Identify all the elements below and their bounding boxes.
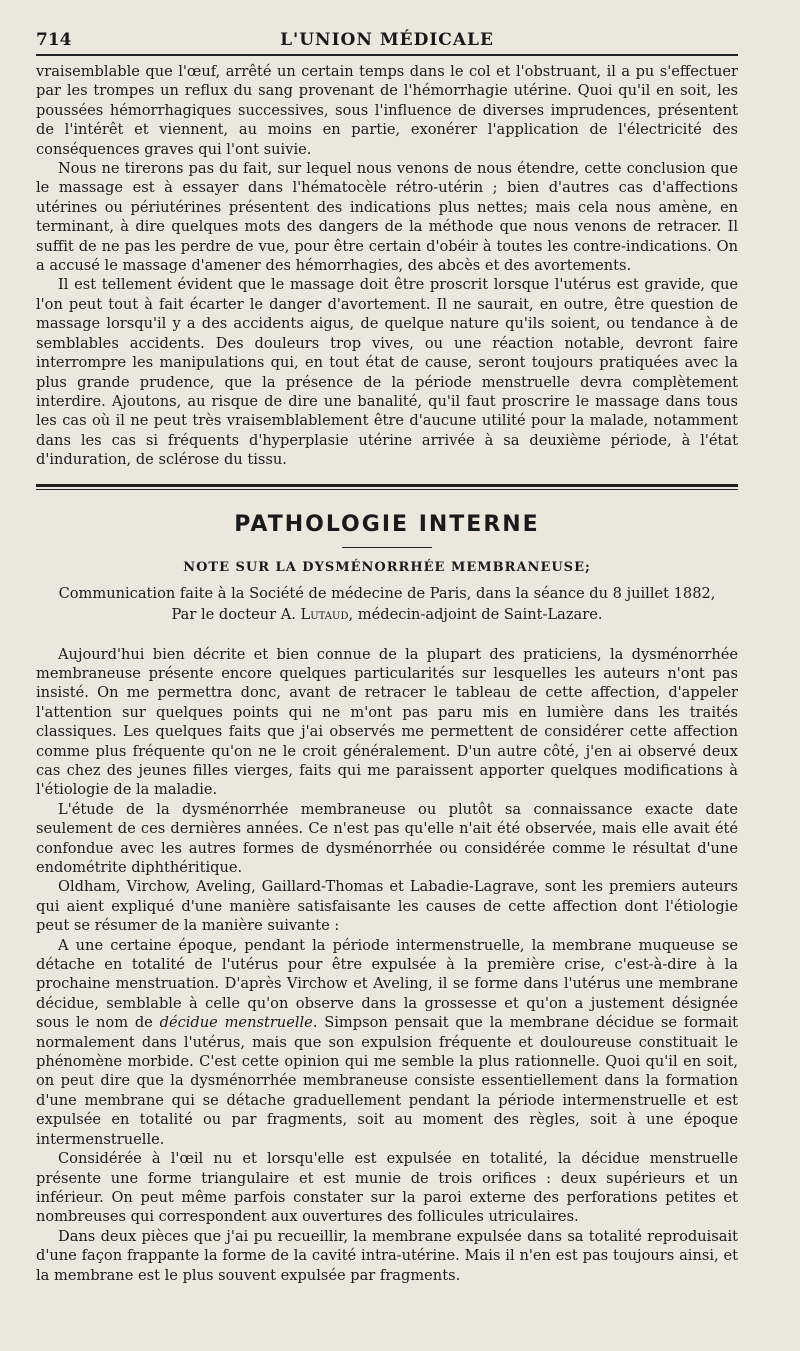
page-number: 714 [36,30,72,50]
previous-article [36,62,738,470]
title-rule [342,547,432,548]
paragraph: Oldham, Virchow, Aveling, Gaillard-Thomas et Labadie-Lagrave, sont les premiers auteurs qui aient expliqué d'une manière satisfaisante les causes de cette affection dont l'étiologie peut se résumer de la manière suivante : [36,878,738,935]
paragraph: Dans deux pièces que j'ai pu recueillir, la membrane expulsée dans sa totalité reproduisait d'une façon frappante la forme de la cavité intra-utérine. Mais il n'en est pas toujours ainsi, et la membrane est le plus souvent expulsée par fragments. [36,1227,738,1284]
section-divider [36,484,738,490]
author-line [36,606,738,623]
author-suffix: , médecin-adjoint de Saint-Lazare. [348,605,603,623]
article-body [36,645,738,1285]
paragraph: L'étude de la dysménorrhée membraneuse ou plutôt sa connaissance exacte date seulement de ces dernières années. Ce n'est pas qu'elle n'ait été observée, mais elle avait été confondue avec les autres formes de dysménorrhée ou considérée comme le résultat d'une endométrite diphthéritique. [36,800,738,876]
running-title: L'UNION MÉDICALE [280,30,494,50]
text-run: A une certaine époque, pendant la période intermenstruelle, la membrane muqueuse se détache en totalité de l'utérus pour être expulsée à la première crise, c'est-à-dire à la prochaine menstruation. D'après Virchow et Aveling, il se forme dans l'utérus une membrane décidue, semblable à celle qu'on observe dans la grossesse et qu'on a justement désignée sous le nom de [36,936,738,1032]
author-name: Lutaud [300,605,349,623]
paragraph: Aujourd'hui bien décrite et bien connue de la plupart des praticiens, la dysménorrhée membraneuse présente encore quelques particularités sur lesquelles les auteurs n'ont pas insisté. On me permettra donc, avant de retracer le tableau de cette affection, d'appeler l'attention sur quelques points qui ne m'ont pas paru mis en lumière dans les traités classiques. Les quelques faits que j'ai observés me permettent de considérer cette affection comme plus fréquente qu'on ne le croit généralement. D'un autre côté, j'en ai observé deux cas chez des jeunes filles vierges, faits qui me paraissent apporter quelques modifications à l'étiologie de la maladie. [36,645,738,799]
text-run: . Simpson pensait que la membrane décidue se formait normalement dans l'utérus, mais que son expulsion fréquente et douloureuse constituait le phénomène morbide. C'est cette opinion qui me semble la plus rationnelle. Quoi qu'il en soit, on peut dire que la dysménorrhée membraneuse consiste essentiellement dans la formation d'une membrane qui se détache graduellement pendant la période intermenstruelle et est expulsée en totalité ou par fragments, soit au moment des règles, soit à une époque intermenstruelle. [36,1014,739,1148]
page-header [36,18,738,56]
paragraph: Il est tellement évident que le massage doit être proscrit lorsque l'utérus est gravide, que l'on peut tout à fait écarter le danger d'avortement. Il ne saurait, en outre, être question de massage lorsqu'il y a des accidents aigus, de quelque nature qu'ils soient, ou tendance à de semblables accidents. Des douleurs trop vives, ou une réaction notable, devront faire interrompre les manipulations qui, en tout état de cause, seront toujours pratiquées avec la plus grande prudence, que la présence de la période menstruelle devra complètement interdire. Ajoutons, au risque de dire une banalité, qu'il faut proscrire le massage dans tous les cas où il ne peut très vraisemblablement être d'aucune utilité pour la malade, notamment dans les cas si fréquents d'hyperplasie utérine arrivée à sa deuxième période, à l'état d'induration, de sclérose du tissu. [36,276,738,469]
paragraph [36,936,738,1149]
article-title: NOTE SUR LA DYSMÉNORRHÉE MEMBRANEUSE; [183,559,591,575]
paragraph: Considérée à l'œil nu et lorsqu'elle est expulsée en totalité, la décidue menstruelle présente une forme triangulaire et est munie de trois orifices : deux supérieurs et un inférieur. On peut même parfois constater sur la paroi externe des perforations petites et nombreuses qui correspondent aux ouvertures des follicules utriculaires. [36,1150,738,1226]
paragraph: vraisemblable que l'œuf, arrêté un certain temps dans le col et l'obstruant, il a pu s'effectuer par les trompes un reflux du sang provenant de l'hémorrhagie utérine. Quoi qu'il en soit, les poussées hémorrhagiques successives, sous l'influence de diverses imprudences, présentent de l'intérêt et viennent, au moins en partie, exonérer l'application de l'électricité des conséquences graves qui l'ont suivie. [36,63,738,158]
communication-line: Communication faite à la Société de médecine de Paris, dans la séance du 8 juillet 1882, [58,584,716,602]
section-title: PATHOLOGIE INTERNE [234,511,540,537]
paragraph: Nous ne tirerons pas du fait, sur lequel nous venons de nous étendre, cette conclusion que le massage est à essayer dans l'hématocèle rétro-utérin ; bien d'autres cas d'affections utérines ou périutérines présentent des indications plus nettes; mais cela nous amène, en terminant, à dire quelques mots des dangers de la méthode que nous venons de retracer. Il suffit de ne pas les perdre de vue, pour être certain d'obéir à toutes les contre-indications. On a accusé le massage d'amener des hémorrhagies, des abcès et des avortements. [36,160,738,275]
italic-term: décidue menstruelle [159,1014,313,1032]
author-prefix: Par le docteur A. [171,605,301,623]
